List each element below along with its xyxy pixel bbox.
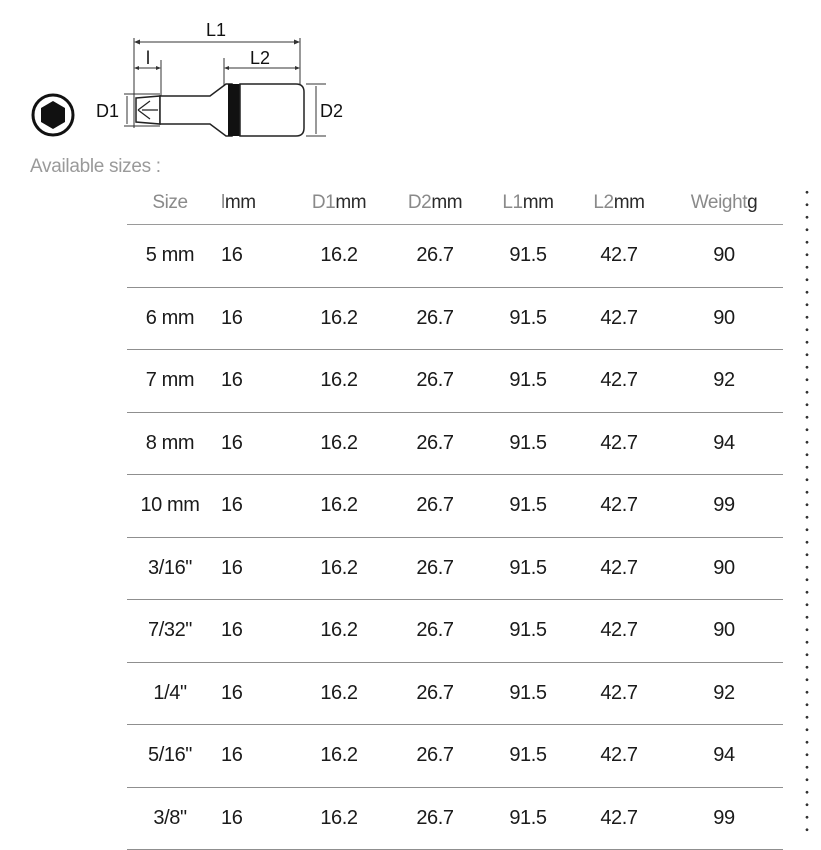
table-cell: 6 mm bbox=[127, 307, 213, 330]
column-header bbox=[573, 192, 665, 214]
table-cell: 90 bbox=[665, 619, 783, 642]
l1-label: L1 bbox=[206, 20, 226, 40]
table-cell: 16.2 bbox=[291, 307, 387, 330]
table-cell: 16 bbox=[213, 557, 291, 580]
tool-dimension-diagram bbox=[0, 0, 400, 150]
table-cell: 16.2 bbox=[291, 807, 387, 830]
table-cell: 8 mm bbox=[127, 432, 213, 455]
table-cell: 42.7 bbox=[573, 307, 665, 330]
table-cell: 16 bbox=[213, 682, 291, 705]
table-cell: 91.5 bbox=[483, 494, 573, 517]
table-cell: 91.5 bbox=[483, 744, 573, 767]
table-cell: 99 bbox=[665, 494, 783, 517]
column-header bbox=[483, 192, 573, 214]
column-header bbox=[387, 192, 483, 214]
table-cell: 16 bbox=[213, 244, 291, 267]
table-cell: 90 bbox=[665, 557, 783, 580]
table-cell: 99 bbox=[665, 807, 783, 830]
table-cell: 16 bbox=[213, 307, 291, 330]
column-header bbox=[665, 192, 783, 214]
table-cell: 3/16" bbox=[127, 557, 213, 580]
column-header bbox=[213, 192, 291, 214]
l-label: l bbox=[146, 48, 150, 68]
table-cell: 91.5 bbox=[483, 369, 573, 392]
table-cell: 91.5 bbox=[483, 619, 573, 642]
table-cell: 26.7 bbox=[387, 307, 483, 330]
table-row bbox=[127, 663, 783, 726]
column-header bbox=[127, 192, 213, 214]
table-cell: 91.5 bbox=[483, 244, 573, 267]
table-cell: 16.2 bbox=[291, 494, 387, 517]
table-cell: 92 bbox=[665, 682, 783, 705]
table-cell: 26.7 bbox=[387, 369, 483, 392]
table-row bbox=[127, 788, 783, 850]
table-body bbox=[127, 225, 783, 850]
table-cell: 26.7 bbox=[387, 244, 483, 267]
l2-label: L2 bbox=[250, 48, 270, 68]
table-cell: 26.7 bbox=[387, 432, 483, 455]
section-title: Available sizes : bbox=[30, 156, 161, 178]
table-cell: 94 bbox=[665, 744, 783, 767]
table-cell: 94 bbox=[665, 432, 783, 455]
column-header-unit: mm bbox=[614, 192, 645, 213]
table-cell: 16 bbox=[213, 432, 291, 455]
table-cell: 91.5 bbox=[483, 682, 573, 705]
table-cell: 42.7 bbox=[573, 807, 665, 830]
table-cell: 5/16" bbox=[127, 744, 213, 767]
d1-label: D1 bbox=[96, 101, 119, 121]
table-cell: 16.2 bbox=[291, 557, 387, 580]
table-cell: 26.7 bbox=[387, 494, 483, 517]
table-cell: 91.5 bbox=[483, 432, 573, 455]
table-cell: 92 bbox=[665, 369, 783, 392]
table-cell: 3/8" bbox=[127, 807, 213, 830]
table-cell: 42.7 bbox=[573, 619, 665, 642]
table-cell: 16 bbox=[213, 619, 291, 642]
table-cell: 1/4" bbox=[127, 682, 213, 705]
table-cell: 42.7 bbox=[573, 744, 665, 767]
table-cell: 16.2 bbox=[291, 744, 387, 767]
hexagon-in-circle-icon bbox=[33, 95, 73, 135]
column-header-name: L2 bbox=[593, 192, 613, 213]
table-cell: 10 mm bbox=[127, 494, 213, 517]
table-header-row bbox=[127, 182, 783, 225]
table-row bbox=[127, 225, 783, 288]
table-cell: 7/32" bbox=[127, 619, 213, 642]
table-cell: 42.7 bbox=[573, 244, 665, 267]
table-cell: 91.5 bbox=[483, 307, 573, 330]
table-cell: 16 bbox=[213, 807, 291, 830]
column-header-name: Size bbox=[152, 192, 187, 213]
table-cell: 16.2 bbox=[291, 432, 387, 455]
table-cell: 16 bbox=[213, 744, 291, 767]
table-cell: 42.7 bbox=[573, 682, 665, 705]
column-header bbox=[291, 192, 387, 214]
sizes-table bbox=[127, 182, 783, 850]
column-header-name: D2 bbox=[408, 192, 432, 213]
column-header-name: L1 bbox=[502, 192, 522, 213]
d2-label: D2 bbox=[320, 101, 343, 121]
table-cell: 26.7 bbox=[387, 557, 483, 580]
table-cell: 16 bbox=[213, 494, 291, 517]
table-cell: 5 mm bbox=[127, 244, 213, 267]
table-cell: 90 bbox=[665, 244, 783, 267]
column-header-unit: mm bbox=[523, 192, 554, 213]
table-cell: 7 mm bbox=[127, 369, 213, 392]
column-header-unit: mm bbox=[431, 192, 462, 213]
table-row bbox=[127, 538, 783, 601]
table-row bbox=[127, 350, 783, 413]
table-cell: 16.2 bbox=[291, 682, 387, 705]
table-cell: 90 bbox=[665, 307, 783, 330]
table-cell: 26.7 bbox=[387, 682, 483, 705]
column-header-name: Weight bbox=[691, 192, 747, 213]
table-cell: 91.5 bbox=[483, 807, 573, 830]
column-header-name: l bbox=[221, 192, 225, 213]
table-cell: 42.7 bbox=[573, 432, 665, 455]
table-row bbox=[127, 725, 783, 788]
column-header-unit: g bbox=[747, 192, 757, 213]
table-cell: 42.7 bbox=[573, 494, 665, 517]
table-cell: 16 bbox=[213, 369, 291, 392]
column-header-unit: mm bbox=[225, 192, 256, 213]
table-row bbox=[127, 475, 783, 538]
column-header-name: D1 bbox=[312, 192, 336, 213]
table-cell: 16.2 bbox=[291, 369, 387, 392]
dotted-divider bbox=[805, 186, 809, 834]
table-cell: 26.7 bbox=[387, 744, 483, 767]
table-cell: 26.7 bbox=[387, 619, 483, 642]
table-cell: 16.2 bbox=[291, 619, 387, 642]
table-cell: 42.7 bbox=[573, 369, 665, 392]
table-cell: 16.2 bbox=[291, 244, 387, 267]
column-header-unit: mm bbox=[335, 192, 366, 213]
table-row bbox=[127, 600, 783, 663]
table-row bbox=[127, 288, 783, 351]
table-cell: 26.7 bbox=[387, 807, 483, 830]
table-row bbox=[127, 413, 783, 476]
table-cell: 42.7 bbox=[573, 557, 665, 580]
table-cell: 91.5 bbox=[483, 557, 573, 580]
